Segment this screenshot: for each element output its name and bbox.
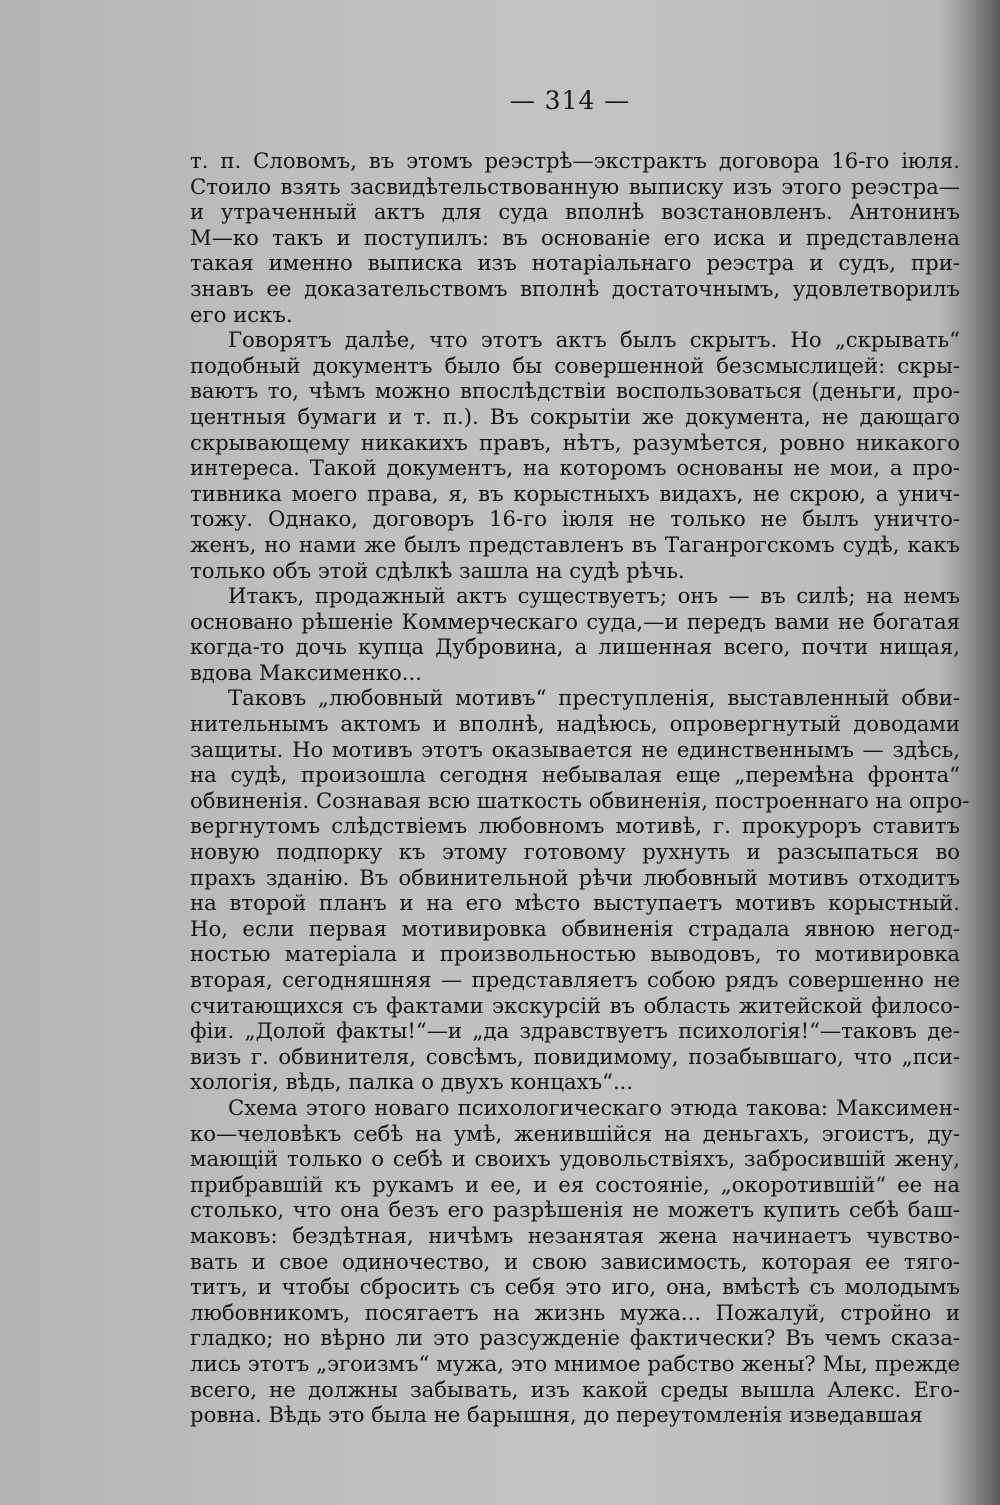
text-line: интереса. Такой документъ, на которомъ основаны не мои, а про- — [190, 455, 960, 481]
text-line: прибравшій къ рукамъ и ее, и ея состояніе, „окоротившій“ ее на — [190, 1171, 960, 1197]
text-line: подобный документъ было бы совершенной безсмыслицей: скры- — [190, 352, 960, 378]
text-line: скрывающему никакихъ правъ, нѣтъ, разумѣется, ровно никакого — [190, 429, 960, 455]
text-line: ко—человѣкъ себѣ на умѣ, женившійся на деньгахъ, эгоистъ, ду- — [190, 1120, 960, 1146]
text-line: на судѣ, произошла сегодня небывалая еще „перемѣна фронта“ — [190, 762, 960, 788]
text-line: фіи. „Долой факты!“—и „да здравствуетъ психологія!“—таковъ де- — [190, 1018, 960, 1044]
text-line: центныя бумаги и т. п.). Въ сокрытіи же документа, не дающаго — [190, 403, 960, 429]
text-line: защиты. Но мотивъ этотъ оказывается не единственнымъ — здѣсь, — [190, 736, 960, 762]
text-line: тивника моего права, я, въ корыстныхъ видахъ, не скрою, а унич- — [190, 480, 960, 506]
text-line: вторая, сегодняшняя — представляетъ собою рядъ совершенно не — [190, 967, 960, 992]
text-line: основано рѣшеніе Коммерческаго суда,—и передъ вами не богатая — [190, 608, 960, 634]
text-line: новую подпорку къ этому готовому рухнуть и разсыпаться во — [190, 839, 960, 865]
text-line: такая именно выписка изъ нотаріальнаго реэстра и судъ, при- — [190, 250, 960, 276]
text-line: Таковъ „любовный мотивъ“ преступленія, выставленный обви- — [228, 685, 960, 711]
paragraph — [190, 148, 960, 327]
paragraph — [190, 1095, 960, 1428]
text-line: на второй планъ и на его мѣсто выступаетъ мотивъ корыстный. — [190, 890, 960, 916]
text-line: только объ этой сдѣлкѣ зашла на судѣ рѣчь. — [190, 557, 685, 583]
body-text — [190, 148, 970, 1428]
text-line: мающій только о себѣ и своихъ удовольствіяхъ, забросившій жену, — [190, 1146, 960, 1172]
text-line: Итакъ, продажный актъ существуетъ; онъ — въ силѣ; на немъ — [228, 583, 960, 609]
paragraph — [190, 327, 960, 583]
text-line: хологія, вѣдь, палка о двухъ концахъ“... — [190, 1069, 634, 1095]
text-line: Но, если первая мотивировка обвиненія страдала явною негод- — [190, 915, 960, 941]
page-number: — 314 — — [509, 86, 631, 115]
text-line: ровна. Вѣдь это была не барышня, до переутомленія изведавшая — [190, 1402, 923, 1428]
paragraph — [190, 685, 970, 1095]
text-line: любовникомъ, посягаетъ на жизнь мужа... Пожалуй, стройно и — [190, 1299, 960, 1325]
text-line: Говорятъ далѣе, что этотъ актъ былъ скрытъ. Но „скрывать“ — [228, 327, 960, 353]
text-line: считающихся съ фактами экскурсій въ область житейской филосо- — [190, 992, 960, 1018]
text-line: вать и свое одиночество, и свою зависимость, которая ее тяго- — [190, 1248, 960, 1274]
text-line: гладко; но вѣрно ли это разсужденіе фактически? Въ чемъ сказа- — [190, 1325, 960, 1351]
text-line: визъ г. обвинителя, совсѣмъ, повидимому, позабывшаго, что „пси- — [190, 1043, 960, 1069]
text-line: лись этотъ „эгоизмъ“ мужа, это мнимое рабство жены? Мы, прежде — [190, 1350, 960, 1376]
text-line: его искъ. — [190, 301, 293, 327]
text-line: маковъ: бездѣтная, ничѣмъ незанятая жена начинаетъ чувство- — [190, 1222, 960, 1248]
text-line: ностью матеріала и произвольностью выводовъ, то мотивировка — [190, 941, 960, 967]
text-line: знавъ ее доказательствомъ вполнѣ достаточнымъ, удовлетворилъ — [190, 275, 960, 301]
text-line: обвиненія. Сознавая всю шаткость обвиненія, построеннаго на опро- — [190, 787, 970, 813]
paragraph — [190, 583, 960, 685]
text-line: всего, не должны забывать, изъ какой среды вышла Алекс. Его- — [190, 1376, 960, 1402]
text-line: тожу. Однако, договоръ 16-го іюля не только не былъ уничто- — [190, 506, 960, 532]
text-line: Схема этого новаго психологическаго этюда такова: Максимен- — [228, 1094, 960, 1120]
text-line: титъ, и чтобы сбросить съ себя это иго, она, вмѣстѣ съ молодымъ — [190, 1274, 960, 1300]
text-line: М—ко такъ и поступилъ: въ основаніе его иска и представлена — [190, 224, 960, 250]
text-line: вдова Максименко... — [190, 659, 422, 685]
text-line: т. п. Словомъ, въ этомъ реэстрѣ—экстрактъ договора 16-го іюля. — [190, 148, 960, 173]
text-line: столько, что она безъ его разрѣшенія не можетъ купить себѣ баш- — [190, 1197, 960, 1223]
text-line: и утраченный актъ для суда вполнѣ возстановленъ. Антонинъ — [190, 199, 960, 225]
text-line: когда-то дочь купца Дубровина, а лишенная всего, почти нищая, — [190, 634, 960, 660]
text-line: прахъ зданію. Въ обвинительной рѣчи любовный мотивъ отходитъ — [190, 864, 960, 890]
text-line: женъ, но нами же былъ представленъ въ Таганрогскомъ судѣ, какъ — [190, 531, 960, 557]
text-line: вергнутомъ слѣдствіемъ любовномъ мотивѣ, г. прокуроръ ставитъ — [190, 813, 960, 839]
text-line: Стоило взять засвидѣтельствованную выписку изъ этого реэстра— — [190, 173, 960, 199]
text-line: нительнымъ актомъ и вполнѣ, надѣюсь, опровергнутый доводами — [190, 711, 960, 737]
text-line: ваютъ то, чѣмъ можно впослѣдствіи воспользоваться (деньги, про- — [190, 378, 960, 404]
